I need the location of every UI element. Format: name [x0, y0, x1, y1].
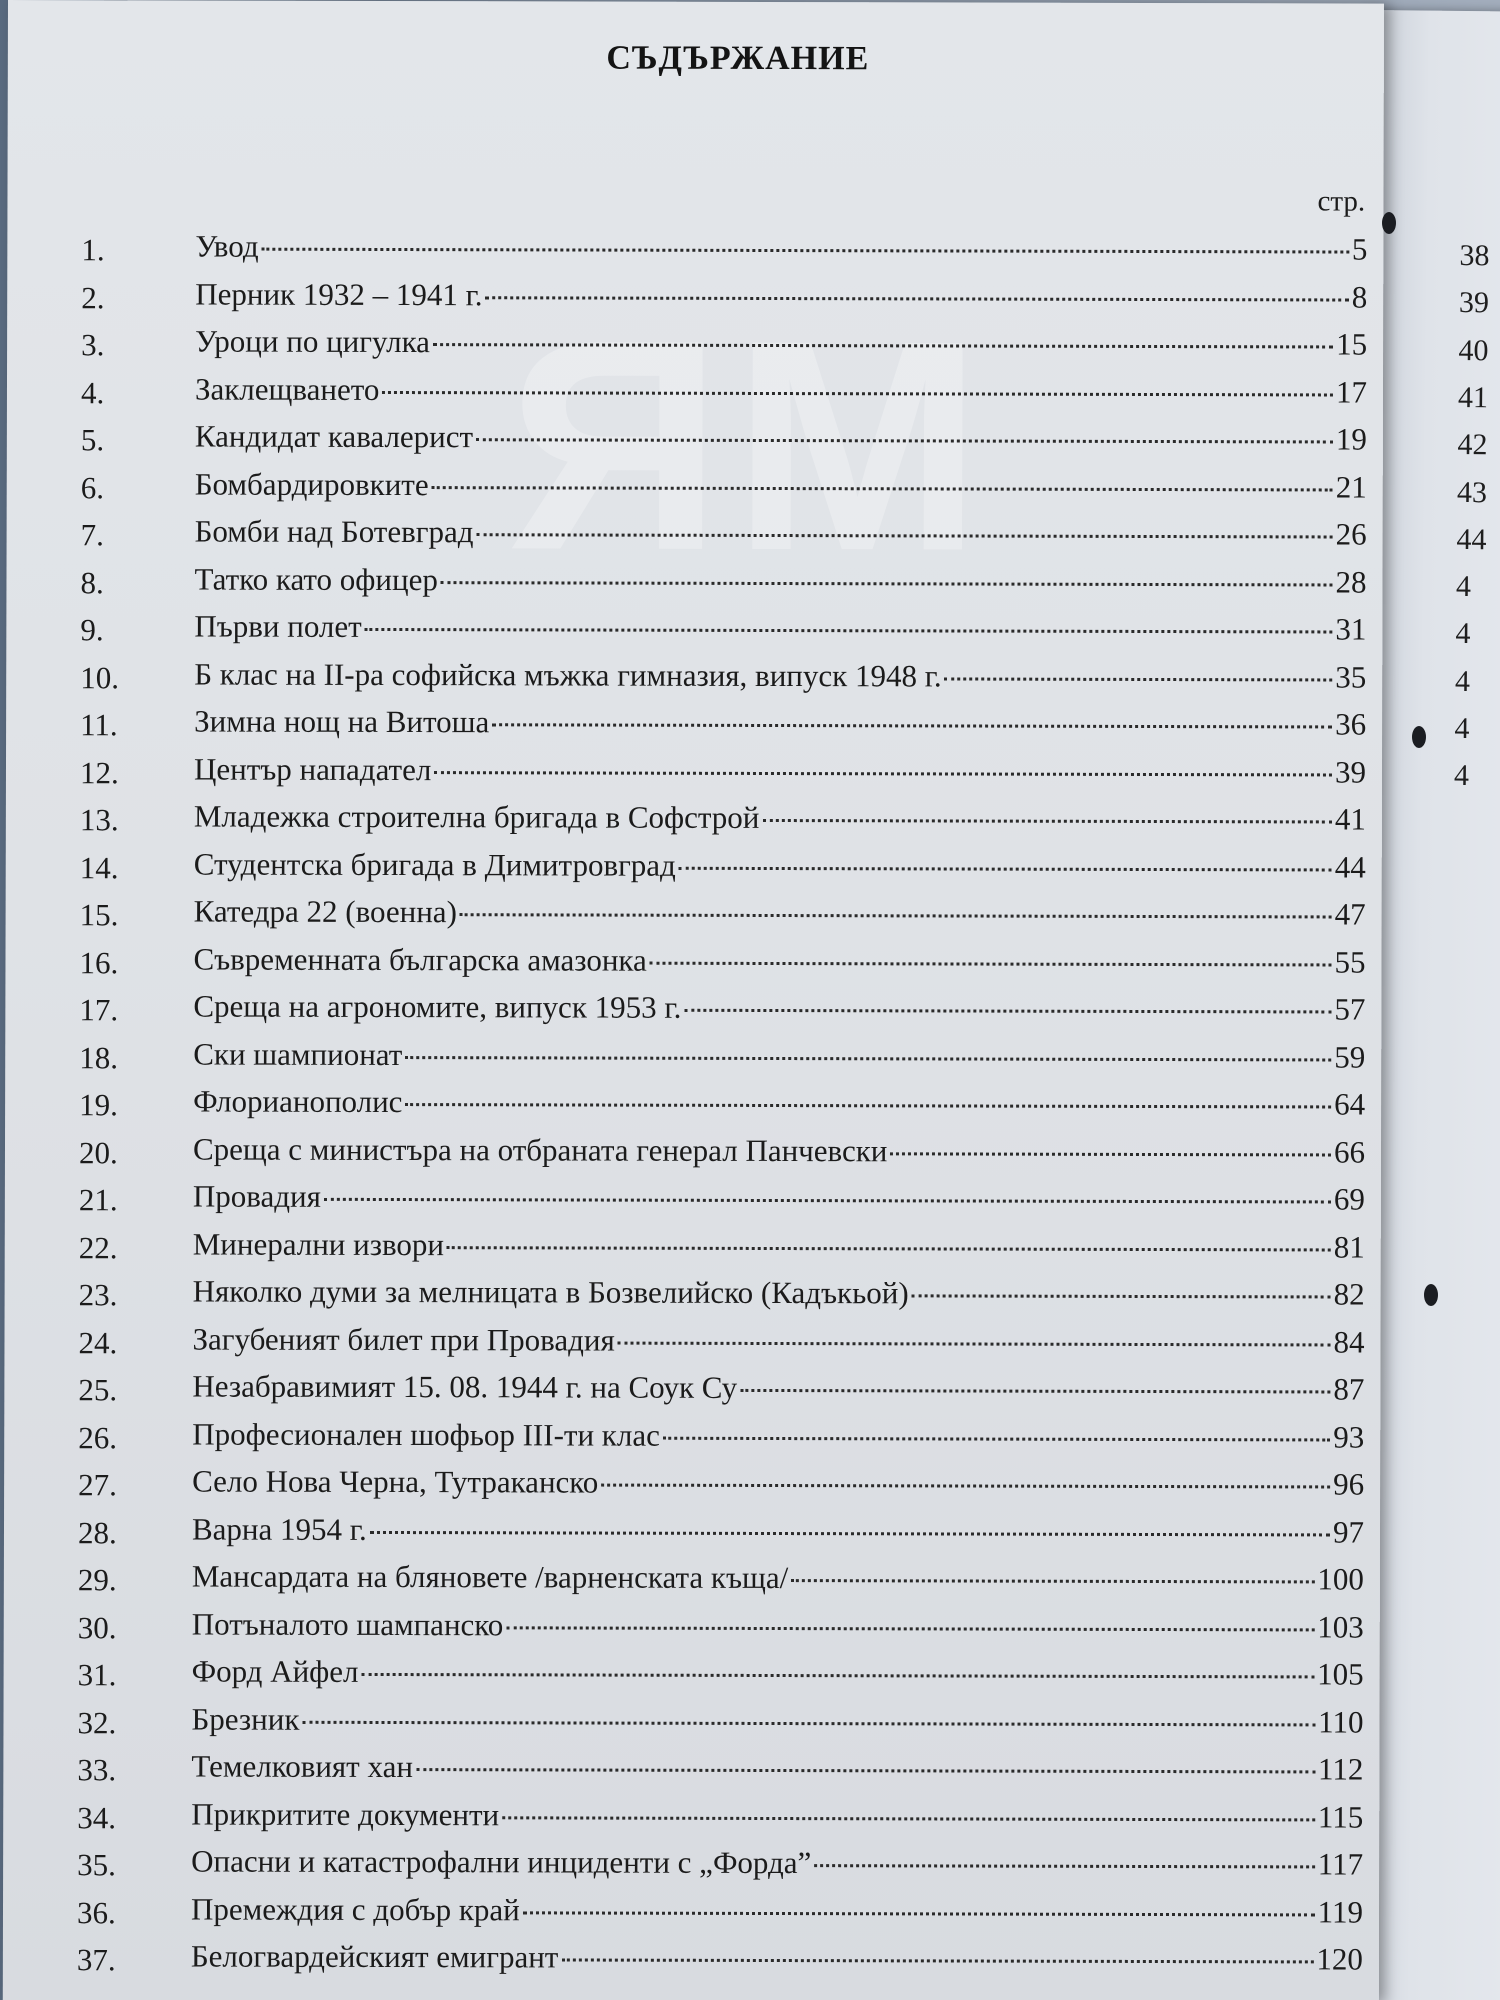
dot-leader [618, 1341, 1331, 1346]
toc-entry-page: 97 [1332, 1513, 1365, 1550]
toc-entry-number: 19. [79, 1087, 118, 1123]
dot-leader [663, 1436, 1330, 1441]
toc-entry-line [195, 513, 1367, 552]
toc-entry-page: 64 [1334, 1086, 1366, 1122]
toc-entry-number: 7. [80, 517, 104, 553]
toc-entry [3, 1841, 1403, 1892]
toc-entry-number: 37. [76, 1942, 116, 1978]
toc-entry-line [195, 466, 1367, 505]
dot-leader [561, 1958, 1313, 1963]
toc-entry-line [192, 1511, 1364, 1550]
toc-entry-title: Варна 1954 г. [191, 1510, 367, 1547]
toc-entry-number: 10. [80, 659, 120, 695]
toc-entry-title: Няколко думи за мелницата в Бозвелийско (Кадъкьой) [192, 1273, 909, 1311]
toc-entry-number: 15. [79, 897, 119, 933]
toc-entry [5, 1081, 1405, 1132]
toc-entry [7, 368, 1407, 419]
toc-entry-number: 14. [79, 849, 119, 885]
dot-leader [684, 1009, 1331, 1014]
toc-entry-line [192, 1321, 1364, 1360]
dot-leader [370, 1530, 1330, 1536]
toc-entry-number: 26. [78, 1419, 118, 1455]
toc-entry [5, 1271, 1405, 1322]
toc-entry-number: 8. [80, 564, 104, 600]
toc-entry-page: 44 [1334, 848, 1366, 885]
toc-entry-line [194, 608, 1366, 647]
toc-entry-page: 35 [1335, 658, 1367, 695]
adjacent-page-number: 39 [1458, 286, 1490, 320]
dot-leader [432, 486, 1333, 491]
toc-entry-title: Незабравимият 15. 08. 1944 г. на Соук Су [192, 1368, 738, 1405]
toc-entry-number: 32. [77, 1704, 117, 1740]
dot-leader [814, 1864, 1314, 1868]
toc-entry-line [195, 418, 1367, 457]
binding-hole [1382, 212, 1396, 234]
toc-entry-title: Съвременната българска амазонка [193, 940, 647, 978]
toc-entry-title: Увод [195, 228, 259, 264]
toc-entry-line [191, 1748, 1363, 1787]
toc-entry-page: 39 [1334, 753, 1367, 790]
toc-entry-number: 9. [80, 612, 104, 648]
toc-entry [6, 558, 1406, 609]
dot-leader [601, 1484, 1330, 1489]
adjacent-page-number: 41 [1457, 380, 1489, 415]
toc-entry-number: 31. [77, 1657, 117, 1693]
binding-hole [1424, 1284, 1438, 1306]
toc-entry [7, 511, 1407, 562]
toc-entry-page: 31 [1335, 611, 1367, 647]
adjacent-page-number: 4 [1455, 617, 1471, 651]
toc-entry-page: 26 [1335, 516, 1367, 552]
dot-leader [441, 581, 1333, 586]
toc-entry-line [194, 656, 1366, 695]
toc-entry-title: Уроци по цигулка [195, 323, 431, 360]
toc-entry-number: 20. [78, 1134, 118, 1170]
toc-entry [4, 1318, 1404, 1369]
toc-entry-page: 8 [1351, 279, 1368, 315]
toc-entry-line [191, 1891, 1363, 1930]
toc-entry [5, 986, 1405, 1037]
toc-entry-line [193, 1226, 1365, 1265]
toc-entry-number: 2. [81, 279, 105, 315]
toc-entry-number: 4. [80, 374, 105, 410]
toc-entry-page: 59 [1334, 1038, 1366, 1075]
toc-entry [4, 1413, 1404, 1464]
toc-entry-line [194, 751, 1366, 790]
toc-entry-number: 3. [81, 327, 105, 363]
toc-entry-line [195, 228, 1367, 267]
watermark: ЯМ [506, 276, 993, 614]
toc-entry-page: 82 [1333, 1276, 1365, 1312]
toc-entry-title: Катедра 22 (военна) [193, 893, 457, 930]
dot-leader [523, 1911, 1315, 1916]
toc-entry-line [194, 846, 1366, 885]
dot-leader [262, 248, 1349, 254]
toc-entry-title: Бомби над Ботевград [194, 513, 474, 550]
toc-entry-page: 17 [1335, 373, 1368, 410]
toc-entry-page: 55 [1334, 943, 1366, 980]
toc-entry-page: 47 [1334, 896, 1366, 932]
adjacent-page-number: 4 [1454, 711, 1470, 746]
toc-entry-number: 5. [80, 422, 105, 458]
toc-entry-page: 41 [1334, 801, 1366, 837]
toc-entry-title: Потъналото шампанско [191, 1605, 504, 1642]
toc-entry-page: 117 [1317, 1846, 1364, 1882]
toc-entry-title: Среща с министъра на отбраната генерал Панчевски [192, 1130, 888, 1168]
toc-entry-title: Заклещването [194, 370, 380, 407]
toc-entry-line [194, 798, 1366, 837]
toc-entry-line [194, 703, 1366, 742]
toc-entry [5, 1176, 1405, 1227]
toc-entry [7, 321, 1407, 372]
toc-entry [6, 796, 1406, 847]
toc-entry [3, 1746, 1403, 1797]
toc-entry-number: 1. [81, 232, 105, 268]
toc-entry [5, 1128, 1405, 1179]
toc-entry-title: Кандидат кавалерист [194, 418, 474, 455]
toc-entry-page: 105 [1317, 1656, 1364, 1692]
dot-leader [890, 1152, 1331, 1156]
toc-entry-title: Среща на агрономите, випуск 1953 г. [193, 988, 682, 1025]
toc-entry-line [195, 371, 1367, 410]
toc-entry-title: Минерални извори [192, 1225, 445, 1262]
toc-entry-number: 12. [79, 754, 119, 790]
adjacent-page-numbers [1370, 10, 1500, 793]
toc-entry-title: Център нападател [193, 750, 432, 787]
toc-entry-title: Бомбардировките [194, 465, 429, 502]
dot-leader [791, 1579, 1314, 1583]
toc-entry-number: 29. [77, 1562, 117, 1598]
dot-leader [502, 1816, 1315, 1821]
toc-entry-title: Опасни и катастрофални инциденти с „Форда” [191, 1843, 812, 1881]
dot-leader [405, 1056, 1331, 1061]
adjacent-page-number: 4 [1455, 570, 1472, 604]
toc-entry-title: Б клас на II-ра софийска мъжка гимназия, випуск 1948 г. [194, 655, 942, 693]
toc-entry-page: 119 [1317, 1893, 1364, 1930]
dot-leader [434, 771, 1332, 776]
toc-entry-page: 66 [1333, 1133, 1366, 1170]
toc-entry-page: 69 [1333, 1181, 1365, 1217]
toc-entry-number: 35. [77, 1847, 116, 1883]
toc-entry-title: Темелковият хан [191, 1748, 414, 1785]
toc-entry-page: 96 [1333, 1466, 1365, 1502]
toc-entry-page: 28 [1335, 563, 1367, 600]
toc-entry-number: 28. [77, 1514, 117, 1550]
dot-leader [477, 533, 1333, 538]
toc-entry-line [192, 1558, 1364, 1597]
document-page [3, 0, 1384, 2000]
toc-entry-title: Татко като офицер [194, 560, 438, 597]
toc-entry-title: Загубеният билет при Провадия [192, 1320, 615, 1358]
table-of-contents [3, 226, 1408, 1987]
toc-entry-line [191, 1701, 1363, 1740]
toc-entry-title: Мансардата на бляновете /варненската къща/ [191, 1558, 789, 1596]
dot-leader [362, 1673, 1315, 1678]
toc-entry [7, 273, 1407, 324]
toc-entry-page: 19 [1335, 421, 1367, 457]
adjacent-page-number: 4 [1453, 759, 1470, 793]
toc-entry-title: Прикритите документи [191, 1795, 500, 1832]
toc-entry-page: 36 [1335, 706, 1367, 742]
toc-entry-title: Премеждия с добър край [190, 1890, 520, 1927]
toc-entry-title: Белогвардейският емигрант [190, 1938, 559, 1975]
toc-entry-page: 93 [1333, 1418, 1365, 1455]
dot-leader [433, 343, 1333, 348]
toc-entry-number: 11. [80, 707, 118, 743]
toc-entry-page: 84 [1333, 1323, 1365, 1360]
toc-entry-line [195, 276, 1367, 315]
toc-entry [7, 226, 1407, 277]
toc-entry-number: 27. [78, 1467, 117, 1503]
toc-entry-number: 33. [77, 1752, 117, 1788]
toc-entry-title: Младежка строителна бригада в Софстрой [193, 798, 760, 835]
dot-leader [486, 296, 1349, 301]
dot-leader [740, 1389, 1330, 1394]
toc-entry [3, 1888, 1403, 1939]
toc-entry-page: 57 [1334, 991, 1366, 1027]
dot-leader [912, 1294, 1331, 1298]
toc-entry-page: 110 [1318, 1703, 1364, 1740]
adjacent-page-number: 43 [1456, 475, 1488, 509]
dot-leader [382, 390, 1333, 395]
dot-leader [506, 1626, 1314, 1631]
toc-entry-number: 34. [77, 1799, 117, 1835]
toc-entry-number: 36. [76, 1894, 116, 1930]
toc-entry-number: 6. [80, 469, 105, 505]
toc-entry [6, 748, 1406, 799]
toc-entry [6, 606, 1406, 657]
toc-entry-line [193, 988, 1365, 1027]
toc-entry-title: Форд Айфел [191, 1653, 359, 1689]
dot-leader [447, 1246, 1331, 1251]
adjacent-page-number: 42 [1457, 428, 1488, 462]
dot-leader [650, 961, 1332, 966]
toc-entry-line [194, 893, 1366, 932]
toc-entry-title: Професионален шофьор III-ти клас [192, 1415, 660, 1453]
toc-entry-number: 17. [79, 992, 119, 1028]
toc-entry-line [193, 1131, 1365, 1170]
toc-entry-title: Брезник [191, 1700, 300, 1737]
toc-entry-page: 81 [1333, 1228, 1365, 1265]
toc-entry [5, 1223, 1405, 1274]
toc-entry [4, 1556, 1404, 1607]
toc-entry-number: 23. [78, 1277, 118, 1313]
toc-entry-line [192, 1653, 1364, 1692]
adjacent-page-number: 44 [1456, 522, 1487, 557]
toc-entry-title: Зимна нощ на Витоша [194, 703, 490, 740]
dot-leader [324, 1198, 1331, 1204]
dot-leader [762, 819, 1331, 823]
toc-entry [4, 1651, 1404, 1702]
toc-entry-title: Първи полет [194, 608, 362, 644]
toc-entry-page: 120 [1316, 1941, 1363, 1977]
toc-entry-line [192, 1606, 1364, 1645]
toc-entry [3, 1936, 1403, 1987]
toc-entry-number: 24. [78, 1324, 118, 1360]
toc-entry-number: 25. [78, 1372, 118, 1408]
toc-entry-line [193, 941, 1365, 980]
toc-entry-page: 112 [1317, 1751, 1364, 1787]
adjacent-page-number: 4 [1454, 664, 1471, 698]
toc-entry [6, 891, 1406, 942]
dot-leader [460, 913, 1332, 918]
toc-entry [5, 1033, 1405, 1084]
dot-leader [365, 628, 1333, 634]
dot-leader [405, 1103, 1331, 1108]
toc-entry-page: 15 [1336, 326, 1368, 362]
toc-entry-line [193, 1083, 1365, 1122]
toc-entry-line [192, 1463, 1364, 1502]
toc-entry-page: 87 [1333, 1371, 1365, 1407]
toc-entry-title: Перник 1932 – 1941 г. [195, 275, 483, 312]
toc-entry [4, 1603, 1404, 1654]
toc-entry [4, 1508, 1404, 1559]
toc-entry-number: 13. [79, 802, 119, 838]
toc-entry [7, 463, 1407, 514]
toc-entry-line [193, 1178, 1365, 1217]
toc-entry-title: Село Нова Черна, Тутраканско [192, 1463, 599, 1500]
toc-entry-number: 30. [77, 1609, 117, 1645]
toc-entry-number: 16. [79, 944, 119, 980]
toc-entry [3, 1698, 1403, 1749]
dot-leader [476, 438, 1333, 443]
toc-entry-page: 21 [1335, 468, 1367, 505]
page-title: СЪДЪРЖАНИЕ [606, 39, 870, 78]
toc-entry-number: 21. [78, 1182, 118, 1218]
toc-entry-line [191, 1796, 1363, 1835]
toc-entry [7, 416, 1407, 467]
toc-entry-line [192, 1368, 1364, 1407]
adjacent-page-number: 40 [1458, 333, 1489, 367]
toc-entry-title: Флорианополис [193, 1083, 403, 1120]
toc-entry-line [191, 1938, 1363, 1977]
toc-entry-line [195, 323, 1367, 362]
toc-entry-number: 22. [78, 1229, 118, 1265]
toc-entry-line [193, 1036, 1365, 1075]
toc-entry [6, 701, 1406, 752]
toc-entry [3, 1793, 1403, 1844]
dot-leader [416, 1768, 1315, 1773]
page-column-label: стр. [1317, 185, 1366, 218]
toc-entry-line [192, 1416, 1364, 1455]
toc-entry [6, 843, 1406, 894]
toc-entry [5, 938, 1405, 989]
toc-entry-page: 103 [1317, 1608, 1364, 1645]
dot-leader [302, 1720, 1315, 1726]
toc-entry-page: 5 [1351, 231, 1368, 267]
adjacent-page-number: 38 [1459, 238, 1490, 273]
toc-entry [4, 1461, 1404, 1512]
toc-entry-page: 100 [1317, 1561, 1364, 1597]
toc-entry-title: Студентска бригада в Димитровград [193, 845, 676, 883]
toc-entry-line [194, 561, 1366, 600]
toc-entry [6, 653, 1406, 704]
dot-leader [945, 677, 1333, 681]
toc-entry-title: Провадия [192, 1178, 321, 1214]
toc-entry-page: 115 [1317, 1798, 1364, 1835]
dot-leader [679, 866, 1332, 871]
toc-entry-number: 18. [79, 1039, 119, 1075]
binding-hole [1412, 726, 1426, 748]
dot-leader [492, 723, 1332, 728]
toc-entry-line [193, 1273, 1365, 1312]
toc-entry-title: Ски шампионат [193, 1035, 403, 1072]
toc-entry [4, 1366, 1404, 1417]
toc-entry-line [191, 1843, 1363, 1882]
